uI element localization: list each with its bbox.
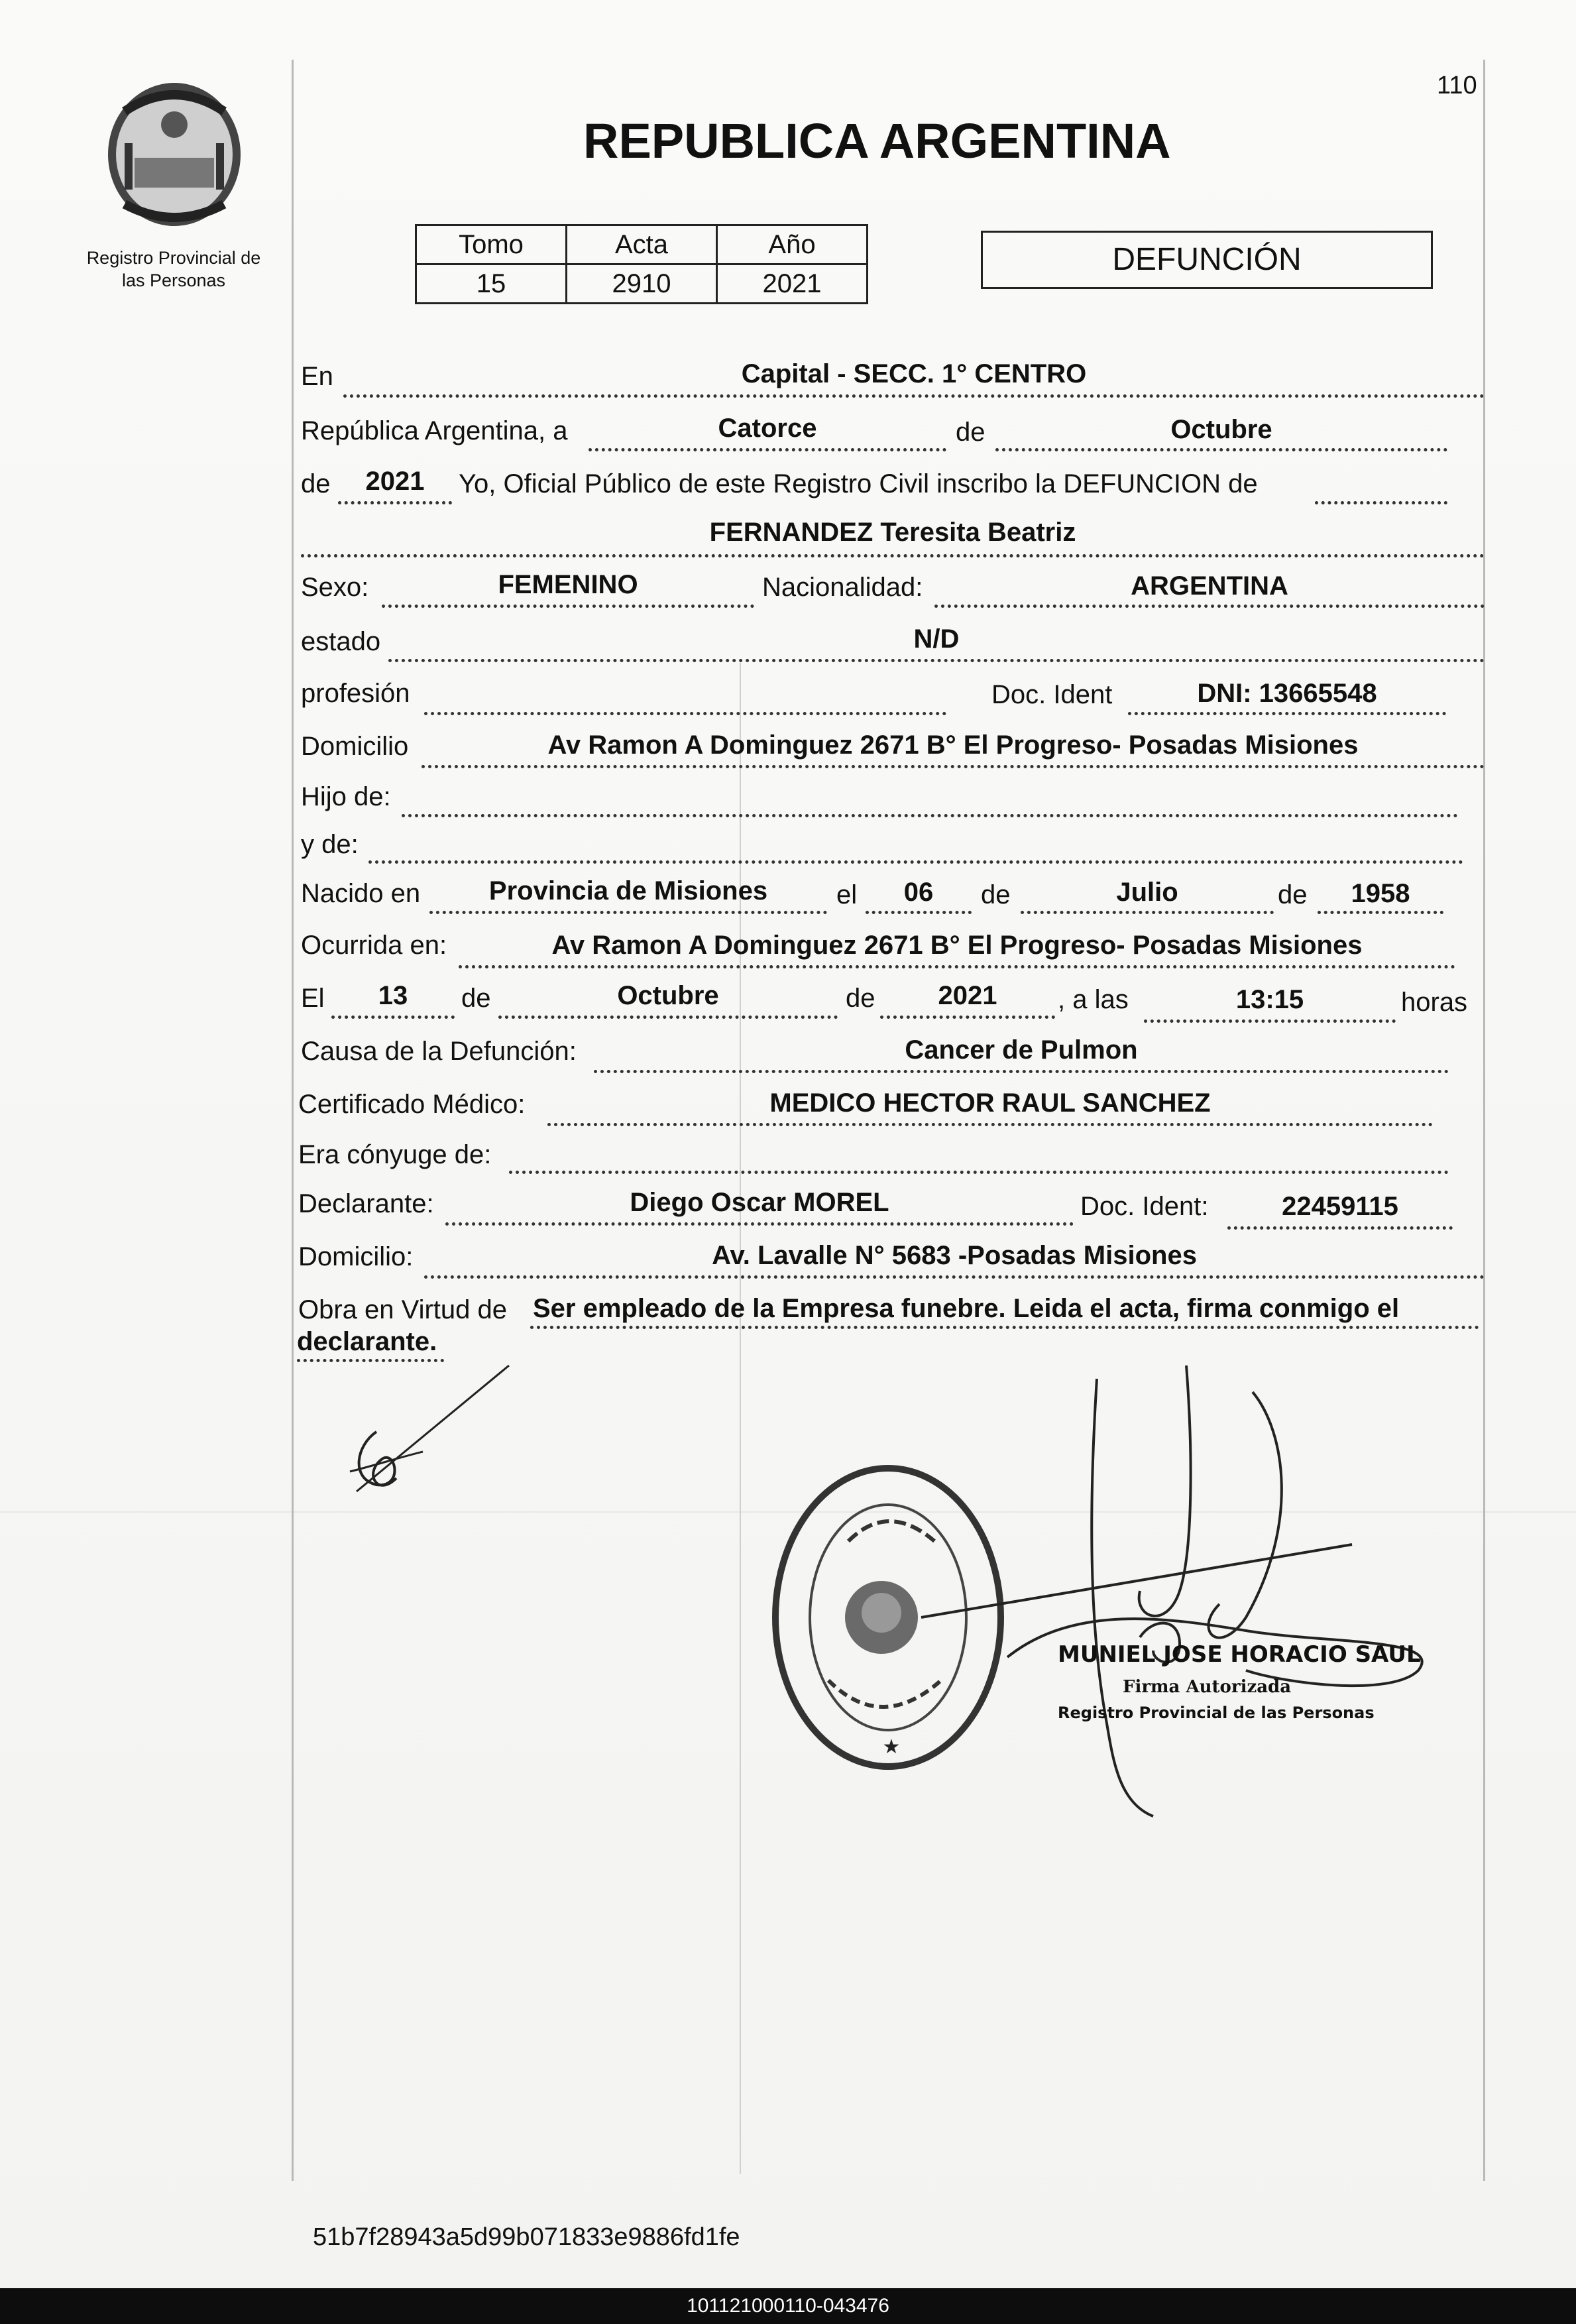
officer-signature: [337, 1359, 522, 1505]
sexo-line: [382, 605, 754, 608]
el2-label: El: [301, 984, 325, 1013]
tomo-value: 15: [416, 264, 567, 304]
birth-year-value: 1958: [1351, 879, 1410, 908]
death-month-line: [498, 1016, 838, 1019]
signer-role: Firma Autorizada: [1123, 1677, 1292, 1697]
authorized-signature: [822, 1352, 1451, 1830]
hijo-label: Hijo de:: [301, 782, 391, 811]
anio-value: 2021: [717, 264, 868, 304]
page-number: 110: [1437, 72, 1477, 99]
de-label-5: de: [461, 984, 491, 1013]
hijo-line: [402, 814, 1458, 817]
conyuge-label: Era cónyuge de:: [298, 1140, 492, 1169]
en-value: Capital - SECC. 1° CENTRO: [741, 359, 1087, 388]
certificado-label: Certificado Médico:: [298, 1090, 526, 1119]
horas-label: horas: [1401, 988, 1468, 1017]
obra-value-line1: Ser empleado de la Empresa funebre. Leida el acta, firma conmigo el: [533, 1294, 1400, 1323]
obra-value-line2: declarante.: [297, 1327, 437, 1356]
year-value: 2021: [365, 467, 425, 496]
sexo-value: FEMENINO: [498, 570, 638, 599]
profesion-line: [424, 712, 946, 715]
de-label-4: de: [1278, 880, 1308, 909]
nacido-line: [429, 911, 827, 914]
svg-text:★: ★: [882, 1736, 901, 1758]
doc-ident2-value: 22459115: [1282, 1192, 1398, 1221]
de-label-1: de: [956, 418, 985, 447]
year-line: [338, 501, 452, 504]
doc-ident-label: Doc. Ident: [991, 680, 1113, 709]
acta-value: 2910: [567, 264, 717, 304]
register-table-header-row: [416, 225, 868, 264]
death-year-value: 2021: [938, 981, 997, 1010]
declarante-value: Diego Oscar MOREL: [630, 1188, 889, 1217]
tomo-header: Tomo: [416, 225, 567, 264]
birth-month-line: [1021, 911, 1274, 914]
acta-header: Acta: [567, 225, 717, 264]
el-label: el: [836, 880, 858, 909]
ocurrida-label: Ocurrida en:: [301, 931, 447, 960]
death-time-line: [1144, 1019, 1396, 1023]
doc-ident2-line: [1227, 1226, 1453, 1230]
death-month-value: Octubre: [617, 981, 719, 1010]
en-label: En: [301, 362, 333, 391]
declarante-line: [445, 1222, 1074, 1226]
doc-ident-value: DNI: 13665548: [1197, 679, 1377, 708]
nacionalidad-line: [934, 605, 1485, 608]
register-table: [415, 224, 868, 304]
domicilio2-value: Av. Lavalle N° 5683 -Posadas Misiones: [712, 1241, 1197, 1270]
death-day-line: [331, 1016, 455, 1019]
declarante-label: Declarante:: [298, 1189, 434, 1218]
anio-header: Año: [717, 225, 868, 264]
ocurrida-line: [459, 965, 1455, 968]
domicilio-label: Domicilio: [301, 732, 409, 761]
en-line: [343, 394, 1485, 398]
ocurrida-value: Av Ramon A Dominguez 2671 B° El Progreso- Posadas Misiones: [551, 931, 1363, 960]
causa-label: Causa de la Defunción:: [301, 1037, 577, 1066]
signer-name: MUNIEL JOSE HORACIO SAUL: [1058, 1641, 1421, 1668]
domicilio-value: Av Ramon A Dominguez 2671 B° El Progreso- Posadas Misiones: [547, 730, 1359, 760]
deceased-name-value: FERNANDEZ Teresita Beatriz: [709, 518, 1076, 547]
left-margin-rule: [292, 60, 294, 2181]
causa-line: [594, 1070, 1449, 1073]
month-value: Octubre: [1170, 415, 1272, 444]
birth-year-line: [1318, 911, 1443, 914]
nacido-label: Nacido en: [301, 879, 421, 908]
yde-line: [368, 860, 1463, 864]
domicilio-line: [422, 765, 1485, 768]
death-time-value: 13:15: [1235, 985, 1304, 1014]
day-words-value: Catorce: [718, 414, 817, 443]
birth-day-value: 06: [903, 878, 934, 907]
republica-label: República Argentina, a: [301, 416, 568, 445]
registry-label-line1: Registro Provincial de: [86, 248, 261, 268]
estado-label: estado: [301, 627, 381, 656]
nacionalidad-value: ARGENTINA: [1131, 571, 1288, 601]
yde-label: y de:: [301, 830, 359, 859]
certificado-value: MEDICO HECTOR RAUL SANCHEZ: [769, 1088, 1211, 1118]
month-line: [995, 448, 1447, 451]
page-title: REPUBLICA ARGENTINA: [583, 113, 1171, 168]
birth-month-value: Julio: [1116, 878, 1178, 907]
death-day-value: 13: [378, 981, 408, 1010]
provincia-misiones-seal: [98, 72, 251, 231]
obra-label: Obra en Virtud de: [298, 1295, 508, 1324]
de-label-6: de: [846, 984, 875, 1013]
estado-value: N/D: [913, 624, 960, 654]
doc-ident-line: [1128, 712, 1446, 715]
register-table-value-row: [416, 264, 868, 304]
estado-line: [388, 659, 1485, 662]
sexo-label: Sexo:: [301, 573, 369, 602]
deceased-name-line: [301, 554, 1485, 557]
profesion-label: profesión: [301, 679, 410, 708]
document-type-box: DEFUNCIÓN: [981, 231, 1433, 289]
nacido-value: Provincia de Misiones: [488, 876, 768, 905]
conyuge-line: [509, 1171, 1449, 1174]
death-year-line: [880, 1016, 1055, 1019]
document-hash: 51b7f28943a5d99b071833e9886fd1fe: [313, 2223, 740, 2251]
de-label-2: de: [301, 469, 331, 498]
day-words-line: [589, 448, 946, 451]
registry-label-line2: las Personas: [121, 270, 226, 290]
domicilio2-line: [424, 1275, 1485, 1279]
nacionalidad-label: Nacionalidad:: [762, 573, 923, 602]
domicilio2-label: Domicilio:: [298, 1242, 414, 1271]
registry-label: [61, 247, 286, 292]
barcode-bar: 101121000110-043476: [0, 2288, 1576, 2324]
birth-day-line: [866, 911, 972, 914]
certificado-line: [547, 1123, 1433, 1126]
signer-org: Registro Provincial de las Personas: [1058, 1704, 1375, 1722]
oficial-line: [1315, 501, 1447, 504]
doc-ident2-label: Doc. Ident:: [1080, 1192, 1209, 1221]
causa-value: Cancer de Pulmon: [905, 1035, 1138, 1065]
de-label-3: de: [981, 880, 1011, 909]
oficial-text: Yo, Oficial Público de este Registro Civil inscribo la DEFUNCION de: [459, 469, 1258, 498]
obra-line-1: [530, 1326, 1479, 1329]
alas-label: , a las: [1058, 985, 1129, 1014]
